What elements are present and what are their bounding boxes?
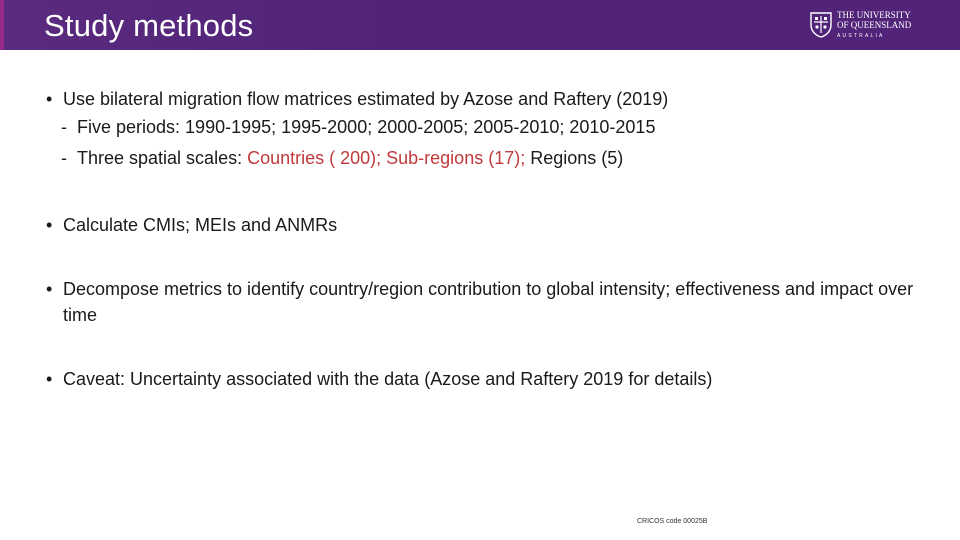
header-bar xyxy=(0,0,960,50)
slide-content xyxy=(46,86,916,392)
regions-text: Regions (5) xyxy=(525,148,624,168)
bullet-data-source: • Use bilateral migration flow matrices estimated by Azose and Raftery (2019) xyxy=(46,86,916,112)
logo-text xyxy=(837,10,911,41)
sub-bullet-spatial-scales xyxy=(46,143,916,174)
spatial-scales-prefix: Three spatial scales: xyxy=(77,148,248,168)
sub-bullet-periods: - Five periods: 1990-1995; 1995-2000; 2000-2005; 2005-2010; 2010-2015 xyxy=(46,112,916,143)
logo-line-3: AUSTRALIA xyxy=(837,32,885,39)
cricos-code: CRICOS code 00025B xyxy=(637,518,708,525)
bullet-decompose: • Decompose metrics to identify country/region contribution to global intensity; effectiveness and impact over time xyxy=(46,276,916,328)
bullet-calculate: • Calculate CMIs; MEIs and ANMRs xyxy=(46,212,916,238)
page-title: Study methods xyxy=(44,8,254,43)
subregions-highlight: Sub-regions (17); xyxy=(381,148,526,168)
uq-crest-icon xyxy=(810,12,832,38)
logo-line-2: OF QUEENSLAND xyxy=(837,19,912,30)
countries-highlight: Countries ( 200); xyxy=(247,148,382,168)
university-logo xyxy=(810,10,920,40)
bullet-caveat: • Caveat: Uncertainty associated with the data (Azose and Raftery 2019 for details) xyxy=(46,366,916,392)
header-accent xyxy=(0,0,4,50)
logo-line-1: THE UNIVERSITY xyxy=(837,9,911,20)
